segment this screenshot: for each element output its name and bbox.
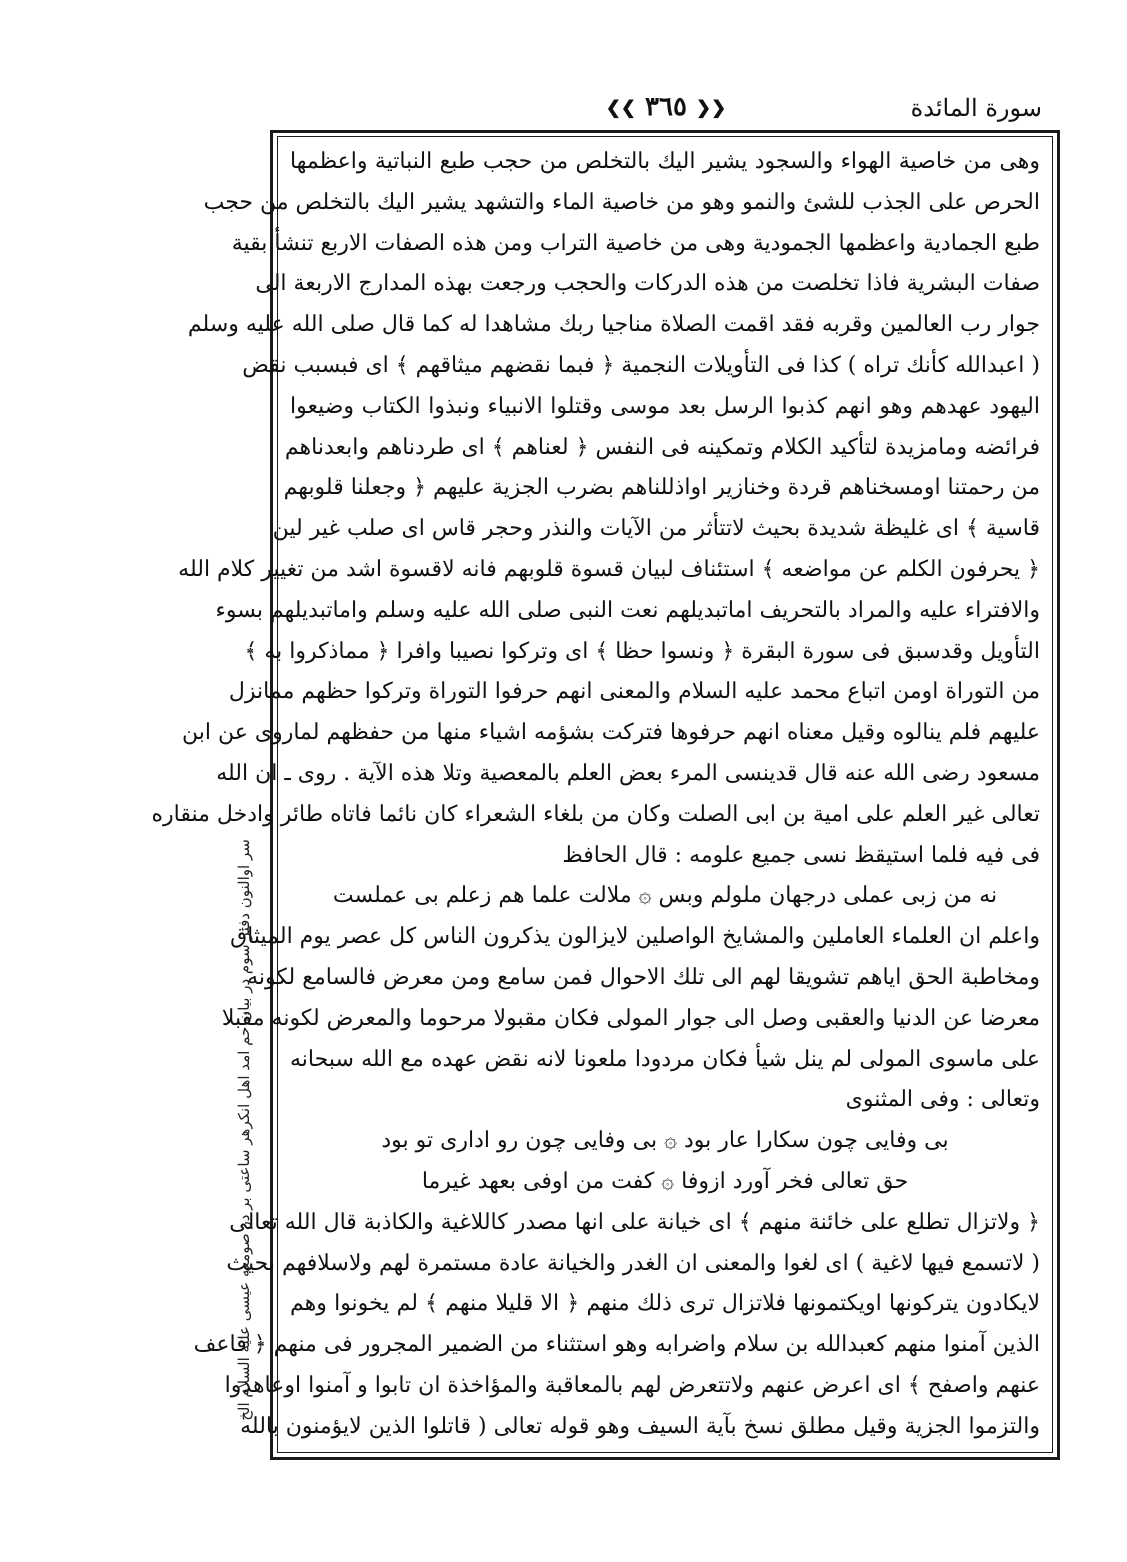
text-line: عليهم فلم ينالوه وقيل معناه انهم حرفوها فتركت بشؤمه اشياء منها من حفظهم لماروى عن ابن [182, 720, 1040, 746]
page-header [286, 92, 1048, 132]
left-ornament-icon: ❮❮ [696, 97, 727, 119]
text-line: ومخاطبة الحق اياهم تشويقا لهم الى تلك الاحوال فمن سامع ومن معرض فالسامع لكونه [247, 964, 1040, 990]
text-line: ( اعبدالله كأنك تراه ) كذا فى التأويلات النجمية ﴿ فبما نقضهم ميثاقهم ﴾ اى فبسبب نقض [242, 352, 1040, 378]
text-line: قاسية ﴾ اى غليظة شديدة بحيث لاتتأثر من الآيات والنذر وحجر قاس اى صلب غير لين [272, 516, 1040, 542]
poem-verse: نه من زبى عملى درجهان ملولم وبس ۞ ملالت علما هم زعلم بى عملست [332, 883, 998, 909]
margin-note-text: سر اوالنون دفتر سوم در بيان حم امد اهل انكرهر ساعتى بر در صومعه عيسى عليه السلام الخ [235, 839, 253, 1421]
margin-note [214, 800, 274, 1460]
text-line: عنهم واصفح ﴾ اى اعرض عنهم ولاتتعرض لهم بالمعاقبة والمؤاخذة ان تابوا و آمنوا اوعاهدوا [224, 1372, 1040, 1398]
page-number [586, 92, 746, 122]
text-line: وتعالى : وفى المثنوى [845, 1087, 1040, 1113]
poem-verse: بى وفايى چون سكارا عار بود ۞ بى وفايى چون رو ادارى تو بود [381, 1128, 949, 1154]
text-line: مسعود رضى الله عنه قال قدينسى المرء بعض العلم بالمعصية وتلا هذه الآية . روى ـ ان الله [216, 760, 1040, 786]
text-line: طبع الجمادية واعظمها الجمودية وهى من خاصية التراب ومن هذه الصفات الاربع تنشأ بقية [231, 230, 1040, 256]
text-line: معرضا عن الدنيا والعقبى وصل الى جوار المولى فكان مقبولا مرحوما والمعرض لكونه مقبلا [221, 1005, 1040, 1031]
text-line: من رحمتنا اومسخناهم قردة وخنازير اواذللناهم بضرب الجزية عليهم ﴿ وجعلنا قلوبهم [283, 475, 1040, 501]
text-line: لايكادون يتركونها اويكتمونها فلاتزال ترى ذلك منهم ﴿ الا قليلا منهم ﴾ لم يخونوا وهم [290, 1291, 1040, 1317]
text-line: ﴿ ولاتزال تطلع على خائنة منهم ﴾ اى خيانة على انها مصدر كاللاغية والكاذبة قال الله تعالى [229, 1209, 1040, 1235]
text-line: اليهود عهدهم وهو انهم كذبوا الرسل بعد موسى وقتلوا الانبياء ونبذوا الكتاب وضيعوا [290, 393, 1040, 419]
text-line: الحرص على الجذب للشئ والنمو وهو من خاصية الماء والتشهد يشير اليك بالتخلص من حجب [203, 189, 1040, 215]
text-line: والافتراء عليه والمراد بالتحريف اماتبديلهم نعت النبى صلى الله عليه وسلم واماتبديلهم بسوء [215, 597, 1040, 623]
text-line: والتزموا الجزية وقيل مطلق نسخ بآية السيف وهو قوله تعالى ( قاتلوا الذين لايؤمنون بالله [240, 1413, 1040, 1439]
text-line: وهى من خاصية الهواء والسجود يشير اليك بالتخلص من حجب طبع النباتية واعظمها [290, 149, 1040, 174]
text-line: التأويل وقدسبق فى سورة البقرة ﴿ ونسوا حظا ﴾ اى وتركوا نصيبا وافرا ﴿ مماذكروا به ﴾ [244, 638, 1040, 664]
text-line: على ماسوى المولى لم ينل شيأ فكان مردودا ملعونا لانه نقض عهده مع الله سبحانه [290, 1046, 1040, 1072]
text-line: واعلم ان العلماء العاملين والمشايخ الواصلين لايزالون يذكرون الناس كل عصر يوم الميثاق [230, 924, 1040, 950]
text-line: ﴿ يحرفون الكلم عن مواضعه ﴾ استئناف لبيان قسوة قلوبهم فانه لاقسوة اشد من تغيير كلام الله [178, 556, 1040, 582]
text-line: ( لاتسمع فيها لاغية ) اى لغوا والمعنى ان الغدر والخيانة عادة مستمرة لهم ولاسلافهم بحيث [226, 1250, 1040, 1276]
text-line: الذين آمنوا منهم كعبدالله بن سلام واضرابه وهو استثناء من الضمير المجرور فى منهم ﴿ فاعف [193, 1332, 1040, 1358]
text-line: فرائضه ومامزيدة لتأكيد الكلام وتمكينه فى النفس ﴿ لعناهم ﴾ اى طردناهم وابعدناهم [284, 434, 1040, 460]
text-line: جوار رب العالمين وقربه فقد اقمت الصلاة مناجيا ربك مشاهدا له كما قال صلى الله عليه وسلم [187, 312, 1040, 338]
surah-name: سورة المائدة [910, 94, 1042, 122]
text-line: صفات البشرية فاذا تخلصت من هذه الدركات والحجب ورجعت بهذه المدارج الاربعة الى [255, 271, 1040, 297]
text-line: فى فيه فلما استيقظ نسى جميع علومه : قال الحافظ [562, 842, 1040, 868]
poem-verse: حق تعالى فخر آورد ازوفا ۞ كفت من اوفى بعهد غيرما [421, 1168, 909, 1194]
text-line: من التوراة اومن اتباع محمد عليه السلام والمعنى انهم حرفوا التوراة وتركوا حظهم ممانزل [228, 679, 1040, 705]
right-ornament-icon: ❯❯ [605, 97, 636, 119]
text-line: تعالى غير العلم على امية بن ابى الصلت وكان من بلغاء الشعراء كان نائما فاتاه طائر وادخل منقاره [151, 801, 1040, 827]
page-number-text: ٣٦٥ [645, 92, 687, 122]
